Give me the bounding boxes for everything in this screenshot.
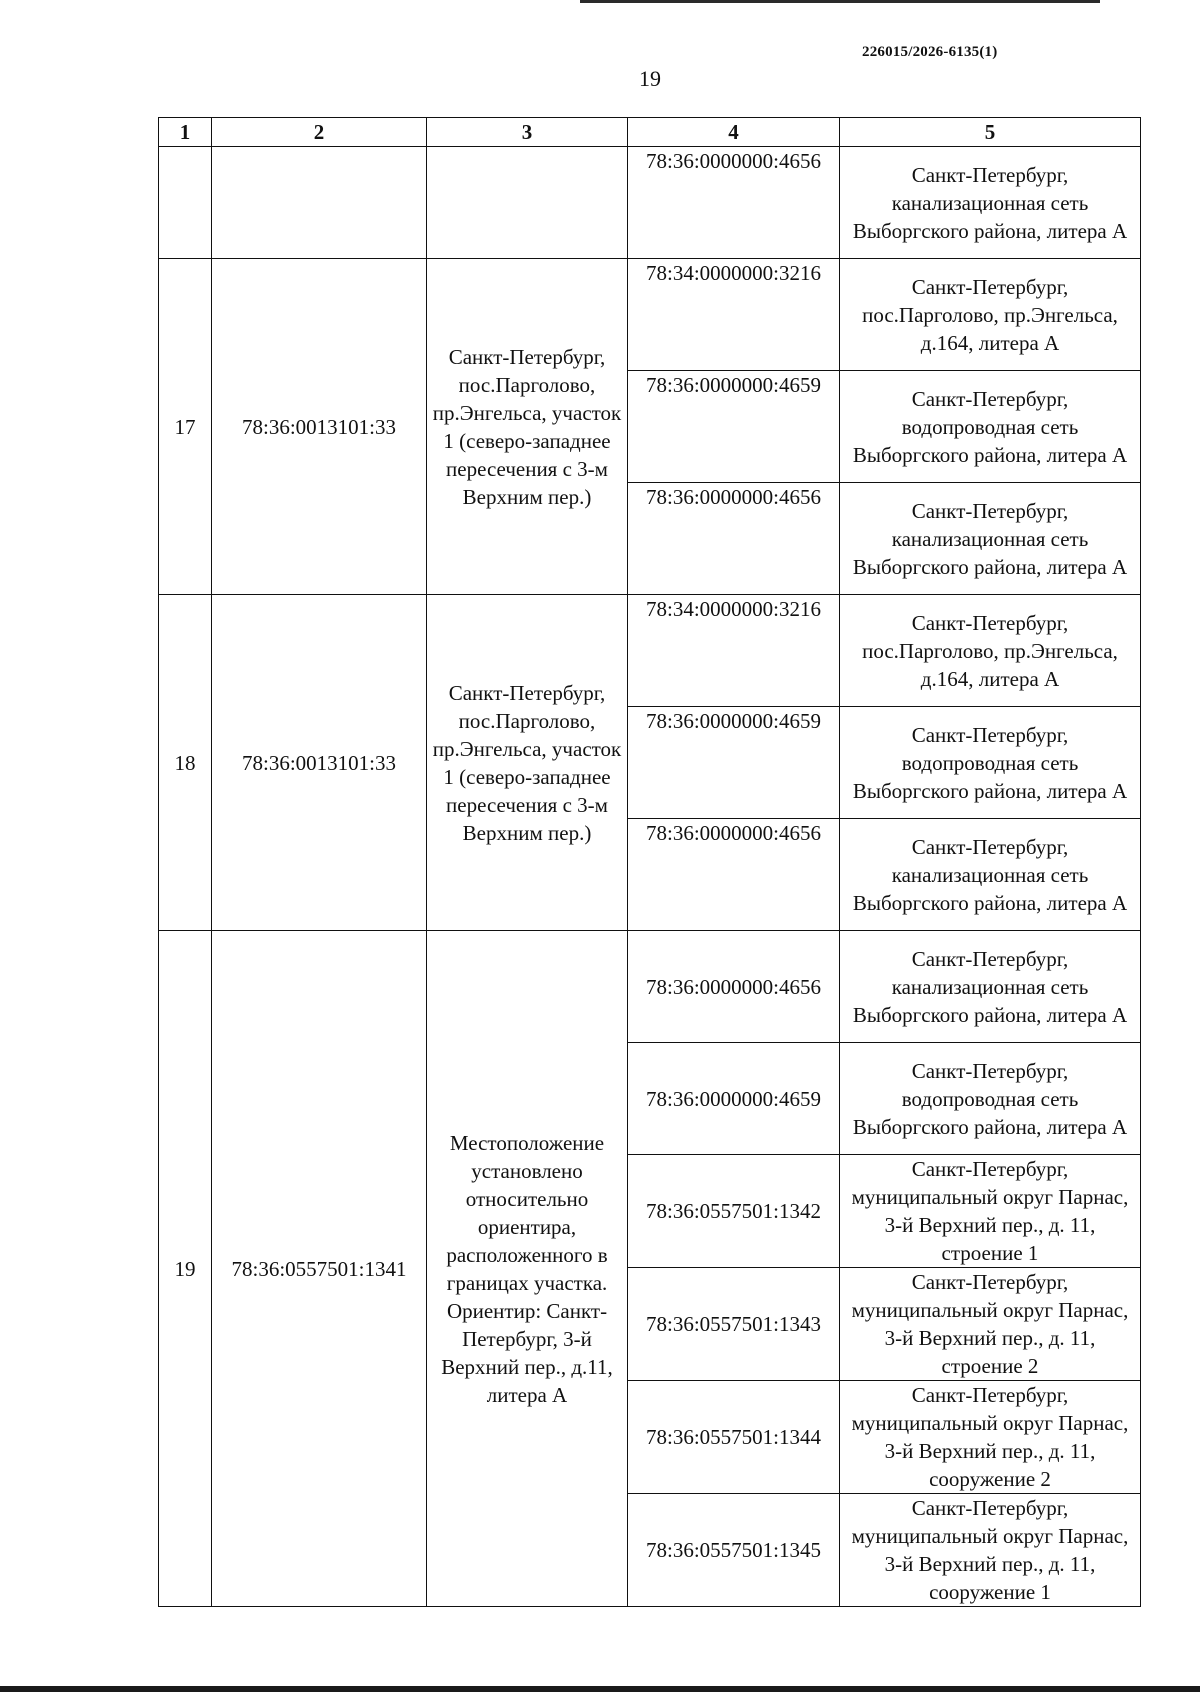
object-number-cell: 78:36:0000000:4656 [628, 147, 840, 259]
object-number-cell: 78:36:0557501:1342 [628, 1155, 840, 1268]
object-address-cell: Санкт-Петербург, муниципальный округ Парнас, 3-й Верхний пер., д. 11, строение 2 [840, 1268, 1141, 1381]
location-cell [427, 147, 628, 259]
object-number-cell: 78:36:0000000:4656 [628, 483, 840, 595]
table-row [159, 259, 1141, 371]
page-number: 19 [639, 66, 661, 91]
register-table [158, 117, 1141, 1607]
object-number-cell: 78:36:0000000:4659 [628, 371, 840, 483]
row-number-cell: 19 [159, 931, 212, 1607]
object-address-cell: Санкт-Петербург, водопроводная сеть Выборгского района, литера А [840, 1043, 1141, 1155]
object-address-cell: Санкт-Петербург, пос.Парголово, пр.Энгельса, д.164, литера А [840, 259, 1141, 371]
location-cell: Санкт-Петербург, пос.Парголово, пр.Энгельса, участок 1 (северо-западнее пересечения с 3-м Верхним пер.) [427, 595, 628, 931]
column-header: 5 [840, 118, 1141, 147]
column-header: 3 [427, 118, 628, 147]
document-number: 226015/2026-6135(1) [862, 44, 998, 60]
cadastral-number-cell [212, 147, 427, 259]
object-address-cell: Санкт-Петербург, канализационная сеть Выборгского района, литера А [840, 147, 1141, 259]
scan-edge-bottom [0, 1686, 1200, 1692]
object-number-cell: 78:34:0000000:3216 [628, 595, 840, 707]
table-row [159, 931, 1141, 1043]
table-header-row [159, 118, 1141, 147]
cadastral-number-cell: 78:36:0013101:33 [212, 259, 427, 595]
object-address-cell: Санкт-Петербург, водопроводная сеть Выборгского района, литера А [840, 371, 1141, 483]
column-header: 1 [159, 118, 212, 147]
cadastral-number-cell: 78:36:0557501:1341 [212, 931, 427, 1607]
object-number-cell: 78:36:0000000:4656 [628, 931, 840, 1043]
object-number-cell: 78:34:0000000:3216 [628, 259, 840, 371]
object-number-cell: 78:36:0000000:4656 [628, 819, 840, 931]
object-address-cell: Санкт-Петербург, муниципальный округ Парнас, 3-й Верхний пер., д. 11, сооружение 2 [840, 1381, 1141, 1494]
object-address-cell: Санкт-Петербург, муниципальный округ Парнас, 3-й Верхний пер., д. 11, сооружение 1 [840, 1494, 1141, 1607]
object-number-cell: 78:36:0557501:1344 [628, 1381, 840, 1494]
column-header: 4 [628, 118, 840, 147]
row-number-cell: 18 [159, 595, 212, 931]
row-number-cell: 17 [159, 259, 212, 595]
location-cell: Местоположение установлено относительно ориентира, расположенного в границах участка. Ориентир: Санкт-Петербург, 3-й Верхний пер., д.11, литера А [427, 931, 628, 1607]
row-number-cell [159, 147, 212, 259]
object-address-cell: Санкт-Петербург, муниципальный округ Парнас, 3-й Верхний пер., д. 11, строение 1 [840, 1155, 1141, 1268]
object-number-cell: 78:36:0000000:4659 [628, 1043, 840, 1155]
object-address-cell: Санкт-Петербург, канализационная сеть Выборгского района, литера А [840, 931, 1141, 1043]
scan-edge-top [580, 0, 1100, 3]
cadastral-number-cell: 78:36:0013101:33 [212, 595, 427, 931]
object-number-cell: 78:36:0557501:1345 [628, 1494, 840, 1607]
object-address-cell: Санкт-Петербург, водопроводная сеть Выборгского района, литера А [840, 707, 1141, 819]
column-header: 2 [212, 118, 427, 147]
object-address-cell: Санкт-Петербург, канализационная сеть Выборгского района, литера А [840, 483, 1141, 595]
table-row [159, 595, 1141, 707]
object-number-cell: 78:36:0000000:4659 [628, 707, 840, 819]
object-address-cell: Санкт-Петербург, пос.Парголово, пр.Энгельса, д.164, литера А [840, 595, 1141, 707]
object-address-cell: Санкт-Петербург, канализационная сеть Выборгского района, литера А [840, 819, 1141, 931]
table-row [159, 147, 1141, 259]
location-cell: Санкт-Петербург, пос.Парголово, пр.Энгельса, участок 1 (северо-западнее пересечения с 3-м Верхним пер.) [427, 259, 628, 595]
object-number-cell: 78:36:0557501:1343 [628, 1268, 840, 1381]
